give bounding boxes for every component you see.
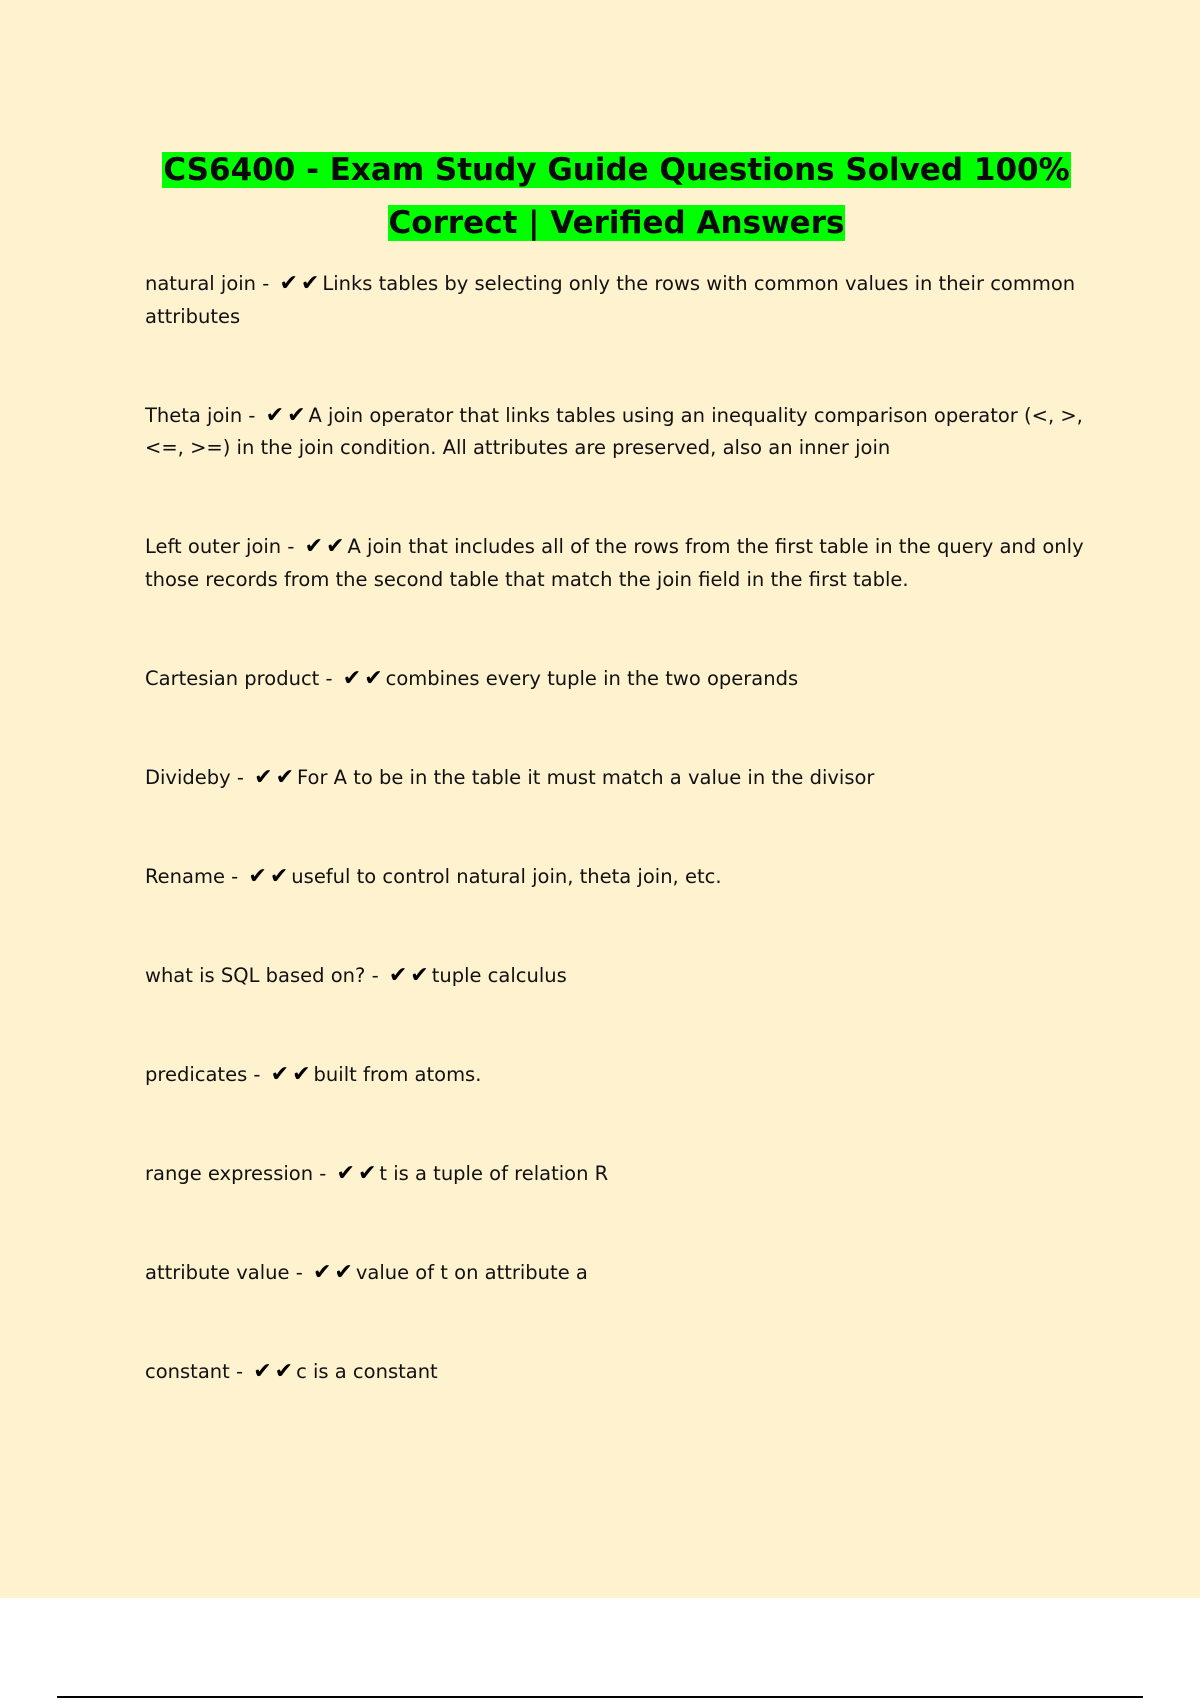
entry-term: range expression (145, 1161, 314, 1185)
qa-entry (145, 762, 1085, 795)
entry-term: Divideby (145, 765, 231, 789)
check-mark-icon: ✔ (300, 271, 320, 296)
separator: - (230, 765, 251, 789)
entry-answer: For A to be in the table it must match a value in the divisor (297, 765, 875, 789)
entry-term: constant (145, 1359, 230, 1383)
check-mark-icon: ✔ (287, 402, 306, 428)
qa-entry (145, 1356, 1085, 1389)
check-mark-icon: ✔ (254, 764, 273, 790)
qa-entry (145, 268, 1085, 333)
check-mark-icon: ✔ (336, 1160, 355, 1186)
entry-answer: t is a tuple of relation R (379, 1161, 609, 1185)
separator: - (247, 1062, 267, 1086)
entry-term: natural join (145, 272, 257, 295)
entry-term: Theta join (145, 403, 243, 427)
entry-answer: tuple calculus (431, 963, 567, 987)
entry-answer: value of t on attribute a (355, 1260, 588, 1284)
entry-answer: built from atoms. (313, 1062, 482, 1086)
qa-entry (145, 861, 1085, 894)
separator: - (289, 1260, 309, 1284)
check-mark-icon: ✔ (265, 402, 285, 428)
footer-rule (57, 1696, 1143, 1698)
check-mark-icon: ✔ (342, 665, 362, 691)
check-mark-icon: ✔ (410, 962, 429, 988)
qa-entry (145, 1059, 1085, 1092)
title-line-1: CS6400 - Exam Study Guide Questions Solved 100% (163, 152, 1070, 188)
separator: - (319, 666, 339, 690)
check-mark-icon: ✔ (292, 1061, 311, 1087)
check-mark-icon: ✔ (388, 962, 408, 988)
separator: - (256, 272, 276, 295)
entry-answer: A join operator that links tables using an inequality comparison operator (<, >, <=, >=) in the join condition. All attributes are preserved, also an inner join (145, 403, 1083, 459)
separator: - (242, 403, 262, 427)
entry-answer: c is a constant (296, 1359, 438, 1383)
check-mark-icon: ✔ (364, 665, 383, 691)
check-mark-icon: ✔ (274, 1358, 294, 1384)
qa-entry (145, 1257, 1085, 1290)
check-mark-icon: ✔ (275, 764, 294, 790)
separator: - (224, 864, 245, 888)
check-mark-icon: ✔ (312, 1259, 332, 1285)
qa-list (145, 268, 1085, 1455)
separator: - (281, 535, 301, 558)
entry-answer: useful to control natural join, theta join, etc. (291, 864, 722, 888)
check-mark-icon: ✔ (279, 271, 298, 296)
check-mark-icon: ✔ (253, 1358, 272, 1384)
separator: - (365, 963, 385, 987)
check-mark-icon: ✔ (334, 1259, 353, 1285)
separator: - (313, 1161, 333, 1185)
qa-entry (145, 960, 1085, 993)
entry-term: predicates (145, 1062, 248, 1086)
document-title (100, 144, 1133, 250)
entry-term: Rename (145, 864, 225, 888)
qa-entry (145, 663, 1085, 696)
entry-term: attribute value (145, 1260, 290, 1284)
entry-answer: combines every tuple in the two operands (385, 666, 799, 690)
check-mark-icon: ✔ (248, 863, 267, 889)
separator: - (229, 1359, 250, 1383)
qa-entry (145, 1158, 1085, 1191)
check-mark-icon: ✔ (304, 534, 324, 559)
qa-entry (145, 531, 1085, 596)
entry-term: what is SQL based on? (145, 963, 366, 987)
entry-answer: Links tables by selecting only the rows with common values in their common attributes (145, 272, 1076, 328)
entry-term: Cartesian product (145, 666, 320, 690)
entry-answer: A join that includes all of the rows from the first table in the query and only those records from the second table that match the join field in the first table. (145, 535, 1084, 591)
check-mark-icon: ✔ (269, 863, 289, 889)
check-mark-icon: ✔ (270, 1061, 290, 1087)
entry-term: Left outer join (145, 535, 282, 558)
title-line-2: Correct | Verified Answers (388, 205, 845, 241)
check-mark-icon: ✔ (357, 1160, 377, 1186)
qa-entry (145, 400, 1085, 465)
check-mark-icon: ✔ (326, 534, 345, 559)
